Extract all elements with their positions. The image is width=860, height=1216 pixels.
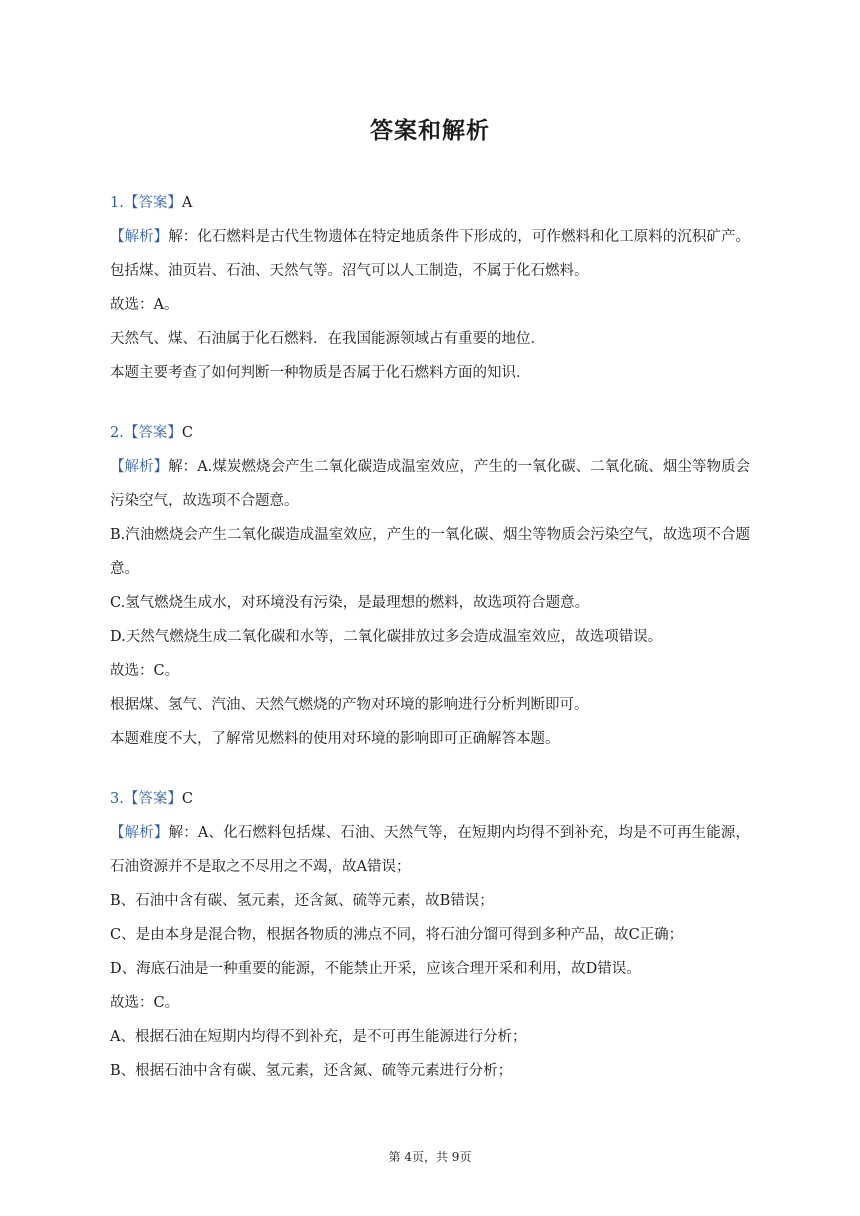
analysis-tag: 【解析】	[110, 229, 169, 245]
answer-value: C	[181, 791, 193, 807]
analysis-text: 解：A、化石燃料包括煤、石油、天然气等，在短期内均得不到补充，均是不可再生能源，石油资源并不是取之不尽用之不竭，故A错误；	[110, 825, 751, 875]
analysis-line: B.汽油燃烧会产生二氧化碳造成温室效应，产生的一氧化碳、烟尘等物质会污染空气，故选项不合题意。	[110, 527, 750, 577]
analysis-line: B、石油中含有碳、氢元素，还含氮、硫等元素，故B错误；	[110, 893, 494, 909]
analysis-text: 解：化石燃料是古代生物遗体在特定地质条件下形成的，可作燃料和化工原料的沉积矿产。包括煤、油页岩、石油、天然气等。沼气可以人工制造，不属于化石燃料。	[110, 229, 750, 279]
analysis-line: A、根据石油在短期内均得不到补充，是不可再生能源进行分析；	[110, 1029, 527, 1045]
answer-line	[110, 186, 750, 220]
analysis-line: B、根据石油中含有碳、氢元素，还含氮、硫等元素进行分析；	[110, 1063, 513, 1079]
question-2	[110, 416, 750, 756]
analysis-paragraph	[110, 450, 750, 518]
answer-content	[110, 186, 750, 1088]
question-3	[110, 782, 750, 1088]
question-number: 3.	[110, 791, 124, 807]
analysis-text: 解：A.煤炭燃烧会产生二氧化碳造成温室效应，产生的一氧化碳、二氧化硫、烟尘等物质会污染空气，故选项不合题意。	[110, 459, 751, 509]
answer-tag: 【答案】	[123, 791, 182, 807]
analysis-line: 故选：C。	[110, 663, 180, 679]
answer-tag: 【答案】	[123, 425, 182, 441]
analysis-paragraph	[110, 220, 750, 288]
question-number: 1.	[110, 195, 124, 211]
analysis-line: 故选：A。	[110, 297, 179, 313]
answer-tag: 【答案】	[123, 195, 182, 211]
analysis-line: D.天然气燃烧生成二氧化碳和水等，二氧化碳排放过多会造成温室效应，故选项错误。	[110, 629, 663, 645]
question-1	[110, 186, 750, 390]
analysis-line: 故选：C。	[110, 995, 180, 1011]
analysis-line: 本题难度不大，了解常见燃料的使用对环境的影响即可正确解答本题。	[110, 731, 560, 747]
analysis-paragraph	[110, 816, 750, 884]
analysis-line: C.氢气燃烧生成水，对环境没有污染，是最理想的燃料，故选项符合题意。	[110, 595, 590, 611]
analysis-tag: 【解析】	[110, 825, 169, 841]
analysis-line: C、是由本身是混合物，根据各物质的沸点不同，将石油分馏可得到多种产品，故C正确；	[110, 927, 684, 943]
question-number: 2.	[110, 425, 124, 441]
analysis-line: 本题主要考查了如何判断一种物质是否属于化石燃料方面的知识．	[110, 365, 531, 381]
page-footer: 第 4页，共 9页	[388, 1150, 472, 1164]
answer-line	[110, 416, 750, 450]
answer-line	[110, 782, 750, 816]
analysis-line: D、海底石油是一种重要的能源，不能禁止开采，应该合理开采和利用，故D错误。	[110, 961, 641, 977]
analysis-tag: 【解析】	[110, 459, 169, 475]
answer-value: C	[181, 425, 193, 441]
page-title: 答案和解析	[370, 118, 490, 144]
analysis-line: 天然气、煤、石油属于化石燃料．在我国能源领域占有重要的地位．	[110, 331, 545, 347]
analysis-line: 根据煤、氢气、汽油、天然气燃烧的产物对环境的影响进行分析判断即可。	[110, 697, 589, 713]
answer-value: A	[181, 195, 193, 211]
